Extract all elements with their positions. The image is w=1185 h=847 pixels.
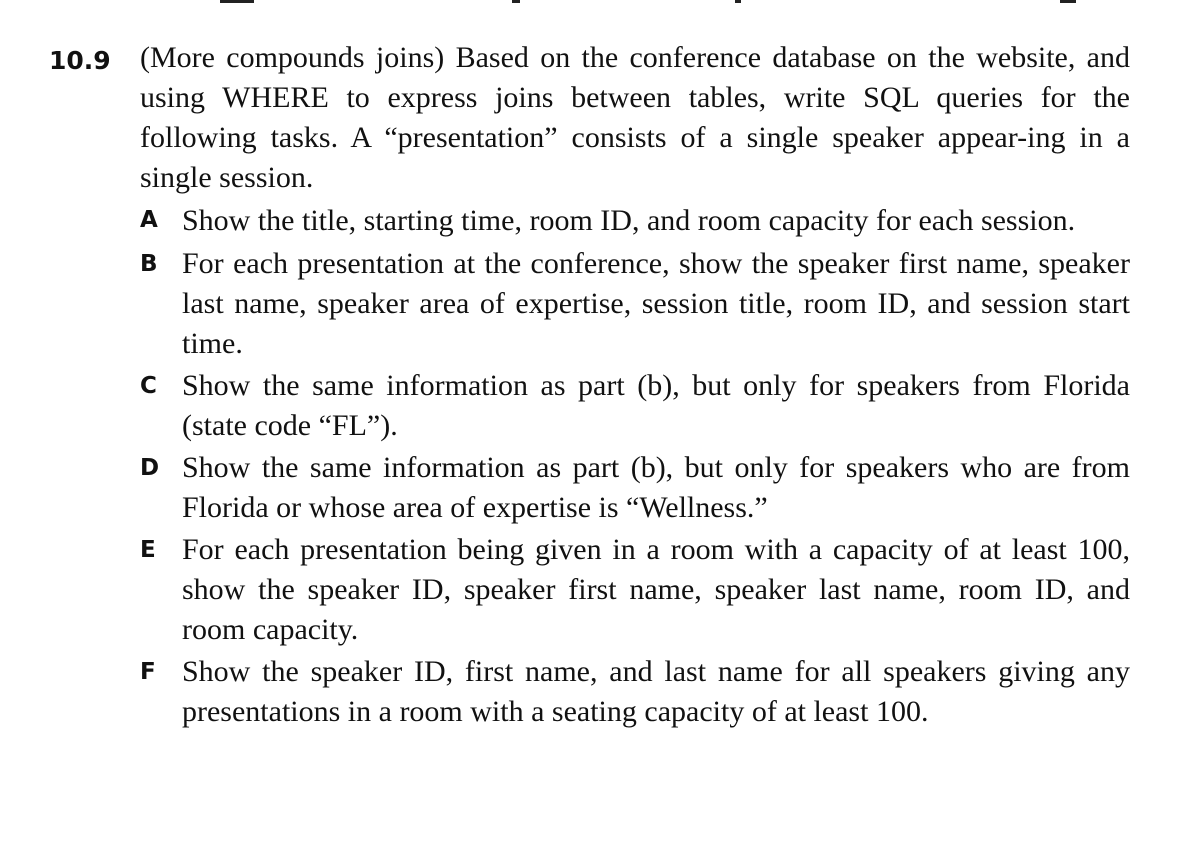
part-b — [140, 244, 1130, 364]
part-text: Show the speaker ID, first name, and last name for all speakers giving any presentations in a room with a seating capacity of at least 100. — [182, 655, 1130, 728]
part-letter: B — [140, 251, 158, 277]
part-letter: F — [140, 659, 156, 685]
part-f — [140, 652, 1130, 732]
part-text: Show the same information as part (b), but only for speakers from Florida (state code “FL”). — [182, 369, 1130, 442]
part-text: For each presentation being given in a room with a capacity of at least 100, show the speaker ID, speaker first name, speaker last name, room ID, and room capacity. — [182, 533, 1130, 646]
part-text: Show the title, starting time, room ID, and room capacity for each session. — [182, 204, 1076, 237]
exercise-intro: (More compounds joins) Based on the conference database on the website, and using WHERE to express joins between tables, write SQL queries for the following tasks. A “presentation” consists of a single speaker appear-ing in a single session. — [140, 41, 1130, 194]
part-letter: C — [140, 373, 157, 399]
part-letter: D — [140, 455, 160, 481]
part-e — [140, 530, 1130, 650]
part-text: For each presentation at the conference, show the speaker first name, speaker last name, speaker area of expertise, session title, room ID, and session start time. — [182, 247, 1130, 360]
part-a — [140, 200, 1130, 242]
previous-page-text-fragment — [160, 0, 1140, 4]
part-letter: A — [140, 207, 158, 233]
exercise-parts — [0, 200, 1185, 734]
part-text: Show the same information as part (b), but only for speakers who are from Florida or whose area of expertise is “Wellness.” — [182, 451, 1130, 524]
exercise-number: 10.9 — [49, 46, 111, 75]
part-c — [140, 366, 1130, 446]
part-letter: E — [140, 537, 156, 563]
part-d — [140, 448, 1130, 528]
